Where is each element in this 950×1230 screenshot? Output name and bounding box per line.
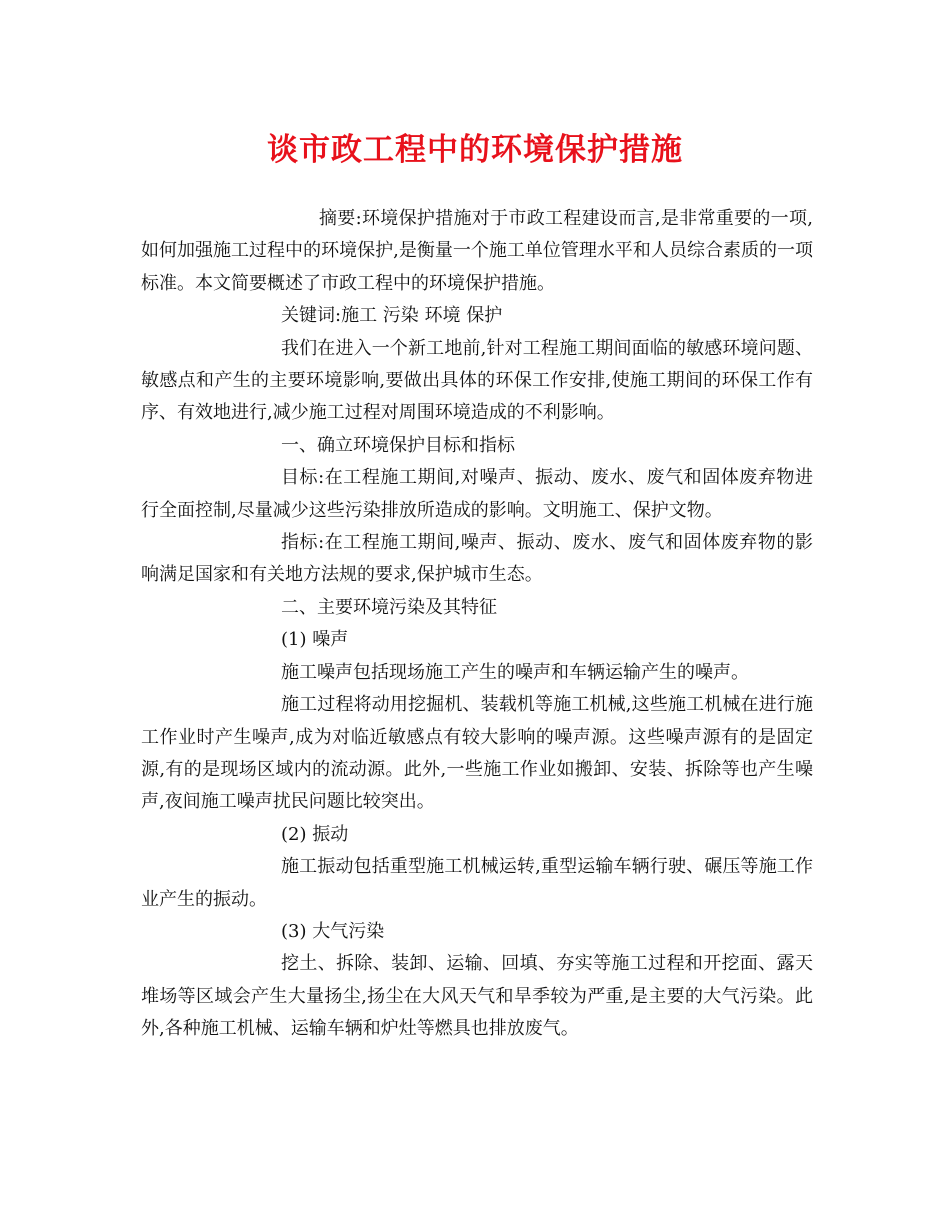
subsection-heading: (2) 振动 xyxy=(281,823,349,845)
document-body xyxy=(141,203,813,1046)
keywords-line: 关键词:施工 污染 环境 保护 xyxy=(281,305,503,327)
body-paragraph: 我们在进入一个新工地前,针对工程施工期间面临的敏感环境问题、敏感点和产生的主要环境影响,要做出具体的环保工作安排,使施工期间的环保工作有序、有效地进行,减少施工过程对周围环境造成的不利影响。 xyxy=(141,337,813,424)
subsection-heading: (1) 噪声 xyxy=(281,629,349,651)
section-heading: 二、主要环境污染及其特征 xyxy=(281,596,497,618)
body-paragraph: 挖土、拆除、装卸、运输、回填、夯实等施工过程和开挖面、露天堆场等区域会产生大量扬尘,扬尘在大风天气和旱季较为严重,是主要的大气污染。此外,各种施工机械、运输车辆和炉灶等燃具也排放废气。 xyxy=(141,953,813,1040)
document-title: 谈市政工程中的环境保护措施 xyxy=(267,132,683,168)
subsection-heading: (3) 大气污染 xyxy=(281,920,385,942)
abstract-paragraph: 摘要:环境保护措施对于市政工程建设而言,是非常重要的一项,如何加强施工过程中的环境保护,是衡量一个施工单位管理水平和人员综合素质的一项标准。本文简要概述了市政工程中的环境保护措施。 xyxy=(141,208,813,294)
body-paragraph: 施工振动包括重型施工机械运转,重型运输车辆行驶、碾压等施工作业产生的振动。 xyxy=(141,856,813,910)
section-heading: 一、确立环境保护目标和指标 xyxy=(281,434,515,456)
body-paragraph: 施工过程将动用挖掘机、装载机等施工机械,这些施工机械在进行施工作业时产生噪声,成为对临近敏感点有较大影响的噪声源。这些噪声源有的是固定源,有的是现场区域内的流动源。此外,一些施工作业如搬卸、安装、拆除等也产生噪声,夜间施工噪声扰民问题比较突出。 xyxy=(141,694,813,813)
body-paragraph: 指标:在工程施工期间,噪声、振动、废水、废气和固体废弃物的影响满足国家和有关地方法规的要求,保护城市生态。 xyxy=(141,532,813,586)
body-paragraph: 施工噪声包括现场施工产生的噪声和车辆运输产生的噪声。 xyxy=(281,661,749,683)
body-paragraph: 目标:在工程施工期间,对噪声、振动、废水、废气和固体废弃物进行全面控制,尽量减少这些污染排放所造成的影响。文明施工、保护文物。 xyxy=(141,467,813,521)
